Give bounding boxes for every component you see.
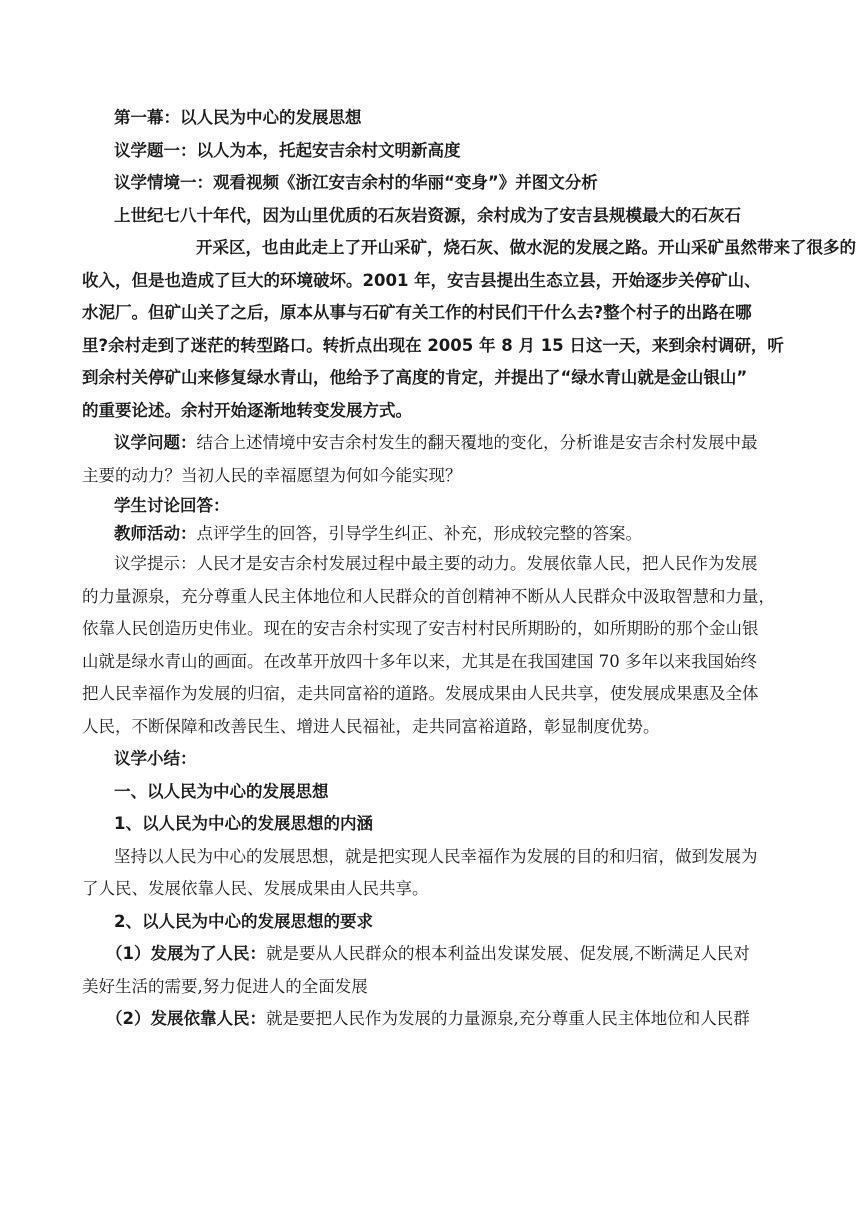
student-label: 学生讨论回答： xyxy=(114,496,230,515)
situation-heading: 议学情境一：观看视频《浙江安吉余村的华丽“变身”》并图文分析 xyxy=(114,173,598,192)
paragraph-line: 的重要论述。余村开始逐渐地转变发展方式。 xyxy=(82,400,412,420)
paragraph-line xyxy=(82,1003,782,1036)
act-title: 第一幕：以人民为中心的发展思想 xyxy=(114,108,362,127)
requirement-text: 就是要把人民作为发展的力量源泉,充分尊重人民主体地位和人民群 xyxy=(265,1009,750,1028)
paragraph-line: 美好生活的需要,努力促进人的全面发展 xyxy=(82,976,368,996)
requirement-2 xyxy=(82,1003,782,1036)
paragraph-line: 坚持以人民为中心的发展思想，就是把实现人民幸福作为发展的目的和归宿，做到发展为 xyxy=(114,846,758,866)
question-label: 议学问题： xyxy=(114,433,197,452)
story-paragraph xyxy=(82,200,856,428)
paragraph-line xyxy=(82,938,782,971)
paragraph-line: 人民，不断保障和改善民生、增进人民福祉，走共同富裕道路，彰显制度优势。 xyxy=(82,716,660,736)
question-text: 结合上述情境中安吉余村发生的翻天覆地的变化，分析谁是安吉余村发展中最 xyxy=(196,433,758,452)
paragraph-line: 依靠人民创造历史伟业。现在的安吉余村实现了安吉村村民所期盼的，如所期盼的那个金山银 xyxy=(82,619,759,638)
question-paragraph xyxy=(82,427,782,492)
requirement-text: 就是要从人民群众的根本利益出发谋发展、促发展,不断满足人民对 xyxy=(265,944,750,963)
definition-paragraph xyxy=(82,841,782,906)
paragraph-line: 到余村关停矿山来修复绿水青山，他给予了高度的肯定，并提出了“绿水青山就是金山银山” xyxy=(82,368,748,387)
paragraph-line: 开采区，也由此走上了开山采矿，烧石灰、做水泥的发展之路。开山采矿虽然带来了很多的 xyxy=(196,238,856,257)
paragraph-line: 把人民幸福作为发展的归宿，走共同富裕的道路。发展成果由人民共享，使发展成果惠及全体 xyxy=(82,684,759,703)
paragraph-line: 了人民、发展依靠人民、发展成果由人民共享。 xyxy=(82,879,429,898)
paragraph-line: 议学提示：人民才是安吉余村发展过程中最主要的动力。发展依靠人民，把人民作为发展 xyxy=(114,554,758,573)
paragraph-line: 山就是绿水青山的画面。在改革开放四十多年以来，尤其是在我国建国 70 多年以来我国始终 xyxy=(82,651,757,671)
teacher-activity xyxy=(82,520,782,548)
requirement-label: （2）发展依靠人民： xyxy=(106,1009,266,1028)
hint-paragraph xyxy=(82,548,782,743)
document-page xyxy=(82,102,856,1036)
subsection-heading: 1、以人民为中心的发展思想的内涵 xyxy=(114,814,373,833)
paragraph-line: 收入，但是也造成了巨大的环境破坏。2001 年，安吉县提出生态立县，开始逐步关停矿山、 xyxy=(82,270,761,290)
paragraph-line: 里?余村走到了迷茫的转型路口。转折点出现在 2005 年 8 月 15 日这一天，来到余村调研，听 xyxy=(82,335,784,355)
subsection-heading: 2、以人民为中心的发展思想的要求 xyxy=(114,911,373,931)
paragraph-line: 的力量源泉，充分尊重人民主体地位和人民群众的首创精神不断从人民群众中汲取智慧和力量， xyxy=(82,586,775,606)
summary-label: 议学小结： xyxy=(114,749,197,768)
paragraph-line xyxy=(82,427,782,460)
topic-heading: 议学题一：以人为本，托起安吉余村文明新高度 xyxy=(114,140,461,160)
teacher-label: 教师活动： xyxy=(114,524,197,543)
paragraph-line: 水泥厂。但矿山关了之后，原本从事与石矿有关工作的村民们干什么去?整个村子的出路在哪 xyxy=(82,303,752,322)
requirement-1 xyxy=(82,938,782,1003)
section-heading: 一、以人民为中心的发展思想 xyxy=(114,781,329,801)
paragraph-line: 主要的动力？当初人民的幸福愿望为何如今能实现？ xyxy=(82,465,462,485)
requirement-label: （1）发展为了人民： xyxy=(106,944,266,963)
paragraph-line: 上世纪七八十年代，因为山里优质的石灰岩资源，余村成为了安吉县规模最大的石灰石 xyxy=(114,205,741,225)
teacher-text: 点评学生的回答，引导学生纠正、补充，形成较完整的答案。 xyxy=(196,524,642,543)
